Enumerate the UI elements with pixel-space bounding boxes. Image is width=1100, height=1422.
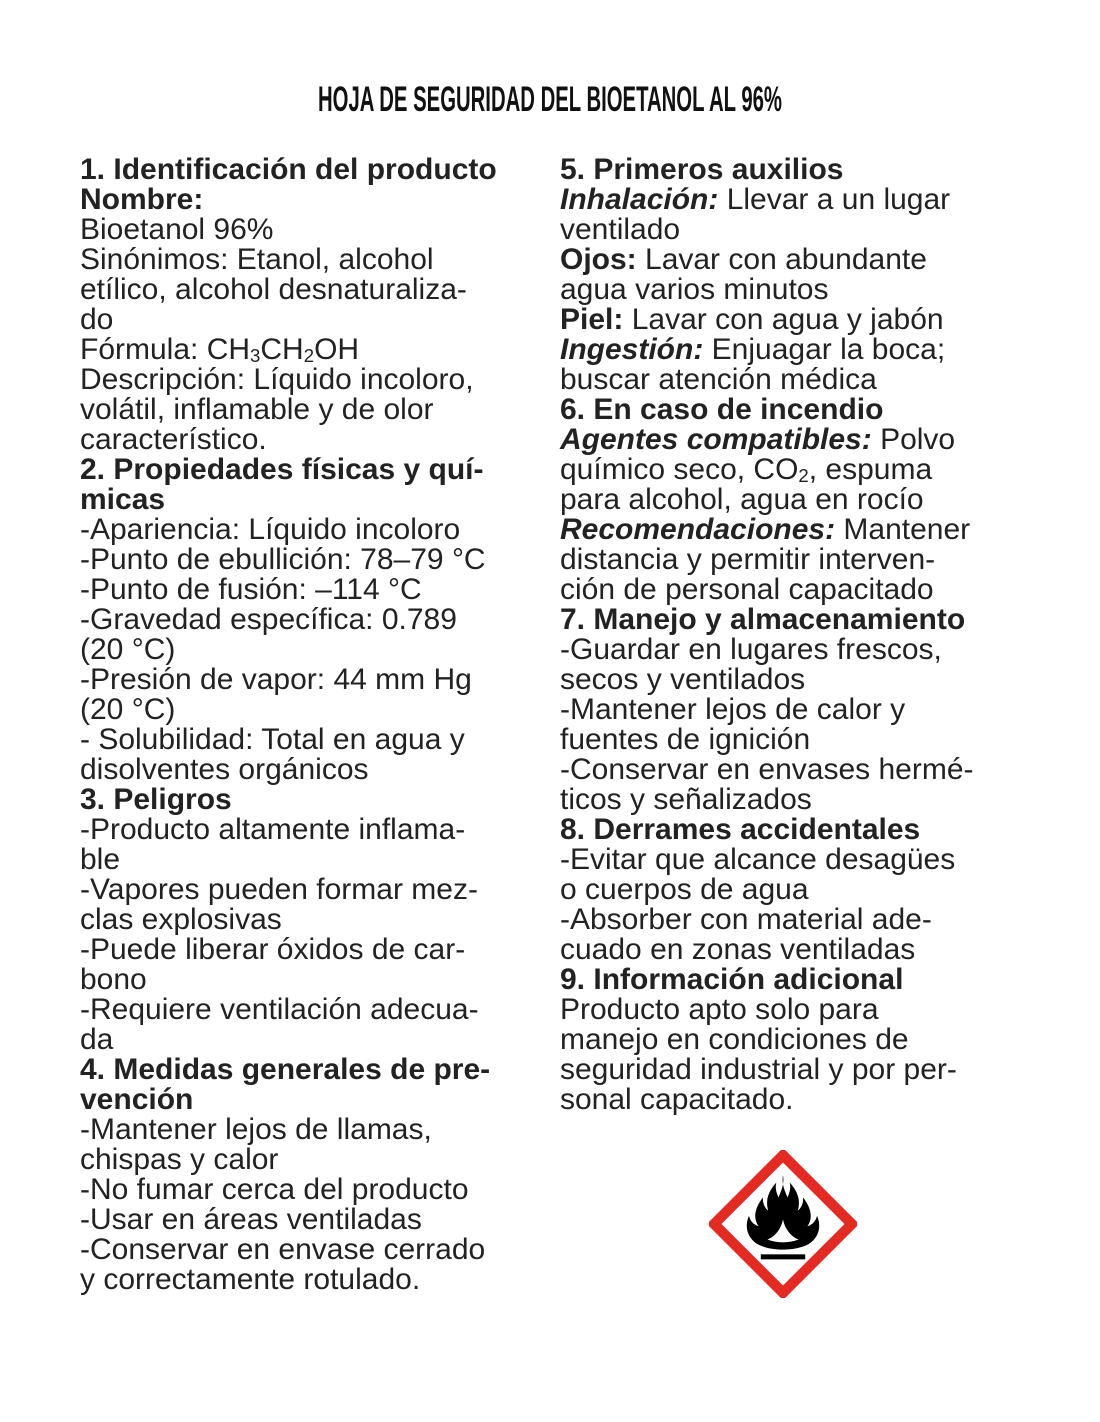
text-segment: -Evitar que alcance desagües (560, 843, 956, 876)
text-segment: -Conservar en envases hermé- (560, 753, 974, 786)
text-segment: Lavar con agua y jabón (623, 303, 944, 336)
text-segment: Agentes compatibles: (560, 423, 872, 456)
text-segment: -Punto de fusión: –114 °C (80, 573, 422, 606)
text-line (560, 905, 1060, 935)
text-segment: , espuma (808, 453, 933, 486)
text-line (80, 1265, 558, 1295)
text-line (80, 395, 558, 425)
text-segment: 1. Identificación del producto (80, 153, 497, 186)
text-line (80, 635, 558, 665)
text-segment: (20 °C) (80, 693, 176, 726)
text-segment: chispas y calor (80, 1143, 279, 1176)
text-line (560, 275, 1060, 305)
text-line (560, 1085, 1060, 1115)
text-line (80, 845, 558, 875)
text-line (80, 185, 558, 215)
text-segment: -Presión de vapor: 44 mm Hg (80, 663, 472, 696)
text-line (560, 965, 1060, 995)
text-segment: 2. Propiedades físicas y quí- (80, 453, 484, 486)
text-line (560, 845, 1060, 875)
text-segment: Bioetanol 96% (80, 213, 274, 246)
text-line (80, 245, 558, 275)
text-line (80, 755, 558, 785)
text-line (560, 755, 1060, 785)
text-line (560, 155, 1060, 185)
text-segment: 9. Información adicional (560, 963, 904, 996)
text-segment: distancia y permitir interven- (560, 543, 936, 576)
text-line (80, 335, 558, 365)
text-segment: Inhalación: (560, 183, 719, 216)
text-line (560, 635, 1060, 665)
text-segment: secos y ventilados (560, 663, 806, 696)
text-segment: seguridad industrial y por per- (560, 1053, 957, 1086)
text-line (560, 545, 1060, 575)
text-line (80, 665, 558, 695)
text-segment: agua varios minutos (560, 273, 829, 306)
text-line (560, 425, 1060, 455)
text-line (560, 455, 1060, 485)
text-line (80, 875, 558, 905)
text-line (80, 995, 558, 1025)
text-line (80, 365, 558, 395)
flame-base-bar (761, 1254, 805, 1259)
text-line (560, 725, 1060, 755)
text-line (560, 875, 1060, 905)
text-segment: Sinónimos: Etanol, alcohol (80, 243, 434, 276)
text-segment: Recomendaciones: (560, 513, 836, 546)
text-segment: Enjuagar la boca; (703, 333, 946, 366)
text-line (80, 815, 558, 845)
text-segment: químico seco, CO (560, 453, 799, 486)
text-line (80, 1055, 558, 1085)
text-line (80, 155, 558, 185)
text-segment: -Mantener lejos de calor y (560, 693, 906, 726)
text-line (560, 575, 1060, 605)
text-segment: 7. Manejo y almacenamiento (560, 603, 966, 636)
text-segment: ción de personal capacitado (560, 573, 934, 606)
text-line (560, 485, 1060, 515)
text-segment: 8. Derrames accidentales (560, 813, 921, 846)
text-line (560, 335, 1060, 365)
text-line (80, 905, 558, 935)
text-segment: o cuerpos de agua (560, 873, 809, 906)
text-segment: Polvo (871, 423, 956, 456)
text-segment: volátil, inflamable y de olor (80, 393, 434, 426)
text-line (80, 425, 558, 455)
text-segment: -Apariencia: Líquido incoloro (80, 513, 461, 546)
text-segment: da (80, 1023, 114, 1056)
text-line (560, 1025, 1060, 1055)
text-line (80, 605, 558, 635)
text-segment: -Mantener lejos de llamas, (80, 1113, 432, 1146)
text-segment: fuentes de ignición (560, 723, 811, 756)
text-line (80, 695, 558, 725)
text-segment: -Gravedad específica: 0.789 (80, 603, 457, 636)
text-segment: -Vapores pueden formar mez- (80, 873, 478, 906)
left-column (80, 155, 558, 1295)
text-segment: Mantener (835, 513, 971, 546)
text-segment: OH (314, 333, 360, 366)
text-segment: clas explosivas (80, 903, 282, 936)
page-title (0, 82, 1100, 117)
text-line (80, 455, 558, 485)
text-line (560, 215, 1060, 245)
text-segment: bono (80, 963, 147, 996)
text-segment: -Conservar en envase cerrado (80, 1233, 486, 1266)
page-title-text: HOJA DE SEGURIDAD DEL BIOETANOL AL 96% (318, 80, 782, 119)
text-segment: Lavar con abundante (636, 243, 927, 276)
text-line (80, 965, 558, 995)
text-segment: Ingestión: (560, 333, 704, 366)
text-segment: Fórmula: CH (80, 333, 251, 366)
text-segment: sonal capacitado. (560, 1083, 794, 1116)
text-segment: ticos y señalizados (560, 783, 812, 816)
right-column (560, 155, 1060, 1115)
text-line (80, 1205, 558, 1235)
text-line (560, 245, 1060, 275)
text-segment: etílico, alcohol desnaturaliza- (80, 273, 467, 306)
text-segment: -Absorber con material ade- (560, 903, 932, 936)
text-segment: Producto apto solo para (560, 993, 879, 1026)
text-line (80, 545, 558, 575)
text-segment: Piel: (560, 303, 624, 336)
text-segment: ble (80, 843, 121, 876)
subscript-text: 3 (250, 344, 261, 366)
text-segment: Nombre: (80, 183, 204, 216)
text-line (80, 1235, 558, 1265)
text-line (80, 1145, 558, 1175)
text-line (80, 785, 558, 815)
text-line (80, 215, 558, 245)
text-line (560, 515, 1060, 545)
text-line (560, 185, 1060, 215)
text-line (560, 305, 1060, 335)
text-segment: (20 °C) (80, 633, 176, 666)
text-segment: -Guardar en lugares frescos, (560, 633, 942, 666)
text-line (560, 365, 1060, 395)
text-line (560, 815, 1060, 845)
text-line (560, 935, 1060, 965)
text-segment: -Producto altamente inflama- (80, 813, 466, 846)
text-segment: -Requiere ventilación adecua- (80, 993, 479, 1026)
text-segment: 5. Primeros auxilios (560, 153, 844, 186)
text-segment: 6. En caso de incendio (560, 393, 884, 426)
text-segment: -Puede liberar óxidos de car- (80, 933, 466, 966)
text-segment: buscar atención médica (560, 363, 877, 396)
text-line (80, 575, 558, 605)
text-segment: Descripción: Líquido incoloro, (80, 363, 474, 396)
text-line (560, 665, 1060, 695)
text-segment: -Usar en áreas ventiladas (80, 1203, 422, 1236)
text-line (80, 275, 558, 305)
text-segment: Ojos: (560, 243, 637, 276)
text-segment: disolventes orgánicos (80, 753, 369, 786)
text-segment: micas (80, 483, 166, 516)
text-segment: característico. (80, 423, 267, 456)
subscript-text: 2 (303, 344, 315, 366)
text-segment: y correctamente rotulado. (80, 1263, 421, 1296)
text-line (80, 1085, 558, 1115)
text-segment: vención (80, 1083, 194, 1116)
ghs-flame-pictogram (709, 1150, 857, 1298)
text-segment: -No fumar cerca del producto (80, 1173, 469, 1206)
text-segment: 4. Medidas generales de pre- (80, 1053, 491, 1086)
text-line (80, 1115, 558, 1145)
text-line (560, 785, 1060, 815)
text-line (80, 485, 558, 515)
text-segment: do (80, 303, 114, 336)
text-line (80, 1025, 558, 1055)
text-line (80, 305, 558, 335)
text-line (560, 1055, 1060, 1085)
text-segment: CH (260, 333, 304, 366)
text-line (560, 605, 1060, 635)
text-segment: cuado en zonas ventiladas (560, 933, 916, 966)
text-segment: - Solubilidad: Total en agua y (80, 723, 465, 756)
text-line (560, 395, 1060, 425)
text-segment: para alcohol, agua en rocío (560, 483, 924, 516)
subscript-text: 2 (798, 464, 809, 486)
text-line (80, 725, 558, 755)
text-line (80, 515, 558, 545)
text-line (560, 995, 1060, 1025)
text-segment: manejo en condiciones de (560, 1023, 909, 1056)
text-line (80, 935, 558, 965)
text-segment: -Punto de ebullición: 78–79 °C (80, 543, 486, 576)
text-segment: 3. Peligros (80, 783, 232, 816)
text-line (560, 695, 1060, 725)
text-line (80, 1175, 558, 1205)
text-segment: ventilado (560, 213, 681, 246)
text-segment: Llevar a un lugar (718, 183, 951, 216)
